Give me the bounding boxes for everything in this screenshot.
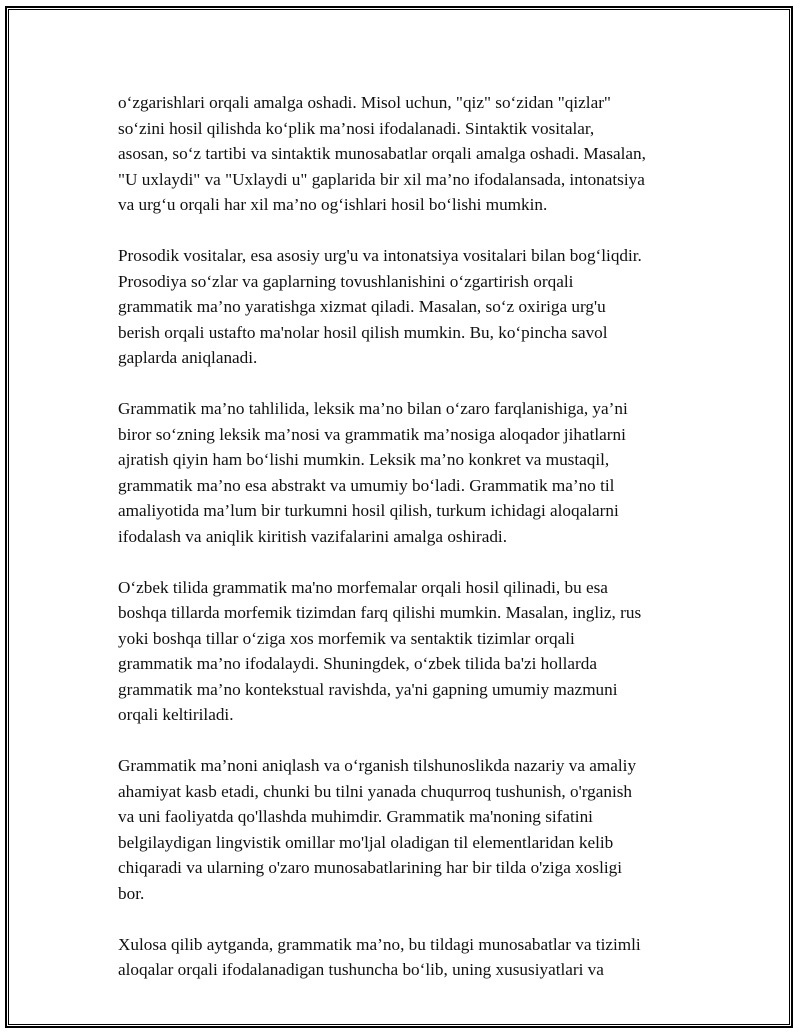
paragraph-prosodic: Prosodik vositalar, esa asosiy urg'u va intonatsiya vositalari bilan bog‘liqdir. Prosodiya so‘zlar va gaplarning tovushlanishini o‘zgartirish orqali grammatik ma’no yaratishga xizmat qiladi. Masalan, so‘z oxiriga urg'u berish orqali ustafto ma'nolar hosil qilish mumkin. Bu, ko‘pincha savol gaplarda aniqlanadi. (118, 246, 642, 367)
paragraph-conclusion: Xulosa qilib aytganda, grammatik ma’no, bu tildagi munosabatlar va tizimli aloqalar orqali ifodalanadigan tushuncha bo‘lib, uning xususiyatlari va (118, 934, 641, 979)
paragraph-lexical-vs-grammatical: Grammatik ma’no tahlilida, leksik ma’no bilan o‘zaro farqlanishiga, ya’ni biror so‘zning leksik ma’nosi va grammatik ma’nosiga aloqador jihatlarni ajratish qiyin ham bo‘lishi mumkin. Leksik ma’no konkret va mustaqil, grammatik ma’no esa abstrakt va umumiy bo‘ladi. Grammatik ma’no til amaliyotida ma’lum bir turkumni hosil qilish, turkum ichidagi aloqalarni ifodalash va aniqlik kiritish vazifalarini amalga oshiradi. (118, 399, 628, 546)
paragraph-morphological-syntactic: o‘zgarishlari orqali amalga oshadi. Misol uchun, "qiz" so‘zidan "qizlar" so‘zini hosil qilishda ko‘plik ma’nosi ifodalanadi. Sintaktik vositalar, asosan, so‘z tartibi va sintaktik munosabatlar orqali amalga oshadi. Masalan, "U uxlaydi" va "Uxlaydi u" gaplarida bir xil ma’no ifodalansada, intonatsiya va urg‘u orqali har xil ma’no og‘ishlari hosil bo‘lishi mumkin. (118, 93, 646, 214)
paragraph-uzbek-morphemes: O‘zbek tilida grammatik ma'no morfemalar orqali hosil qilinadi, bu esa boshqa tillarda morfemik tizimdan farq qilishi mumkin. Masalan, ingliz, rus yoki boshqa tillar o‘ziga xos morfemik va sentaktik tizimlar orqali grammatik ma’no ifodalaydi. Shuningdek, o‘zbek tilida ba'zi hollarda grammatik ma’no kontekstual ravishda, ya'ni gapning umumiy mazmuni orqali keltiriladi. (118, 577, 642, 724)
document-body (118, 90, 688, 1008)
paragraph-significance: Grammatik ma’noni aniqlash va o‘rganish tilshunoslikda nazariy va amaliy ahamiyat kasb etadi, chunki bu tilni yanada chuqurroq tushunish, o'rganish va uni faoliyatda qo'llashda muhimdir. Grammatik ma'noning sifatini belgilaydigan lingvistik omillar mo'ljal oladigan til elementlaridan kelib chiqaradi va ularning o'zaro munosabatlarining har bir tilda o'ziga xosligi bor. (118, 756, 637, 903)
